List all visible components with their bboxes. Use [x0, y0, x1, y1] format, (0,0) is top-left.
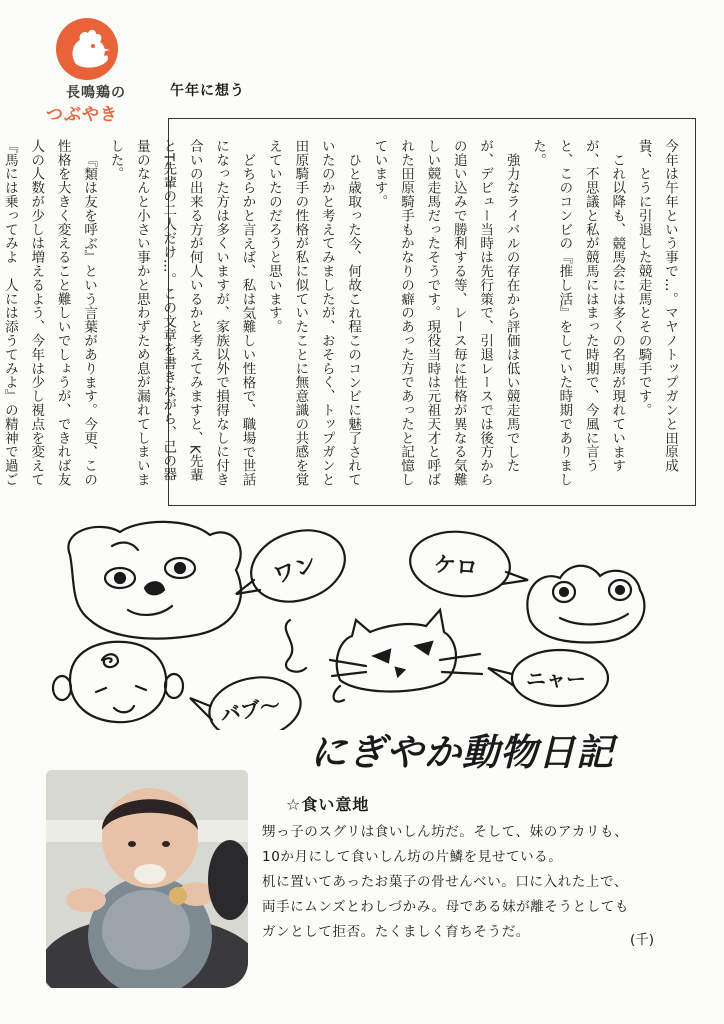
essay-text [0, 139, 683, 489]
cat-bubble-text: ニャー [526, 667, 586, 691]
frog-drawing-icon [527, 566, 644, 643]
baby-drawing-icon [53, 642, 183, 722]
column-name: 長鳴鶏の [66, 85, 126, 101]
column-subtitle: つぶやき [46, 105, 118, 125]
diary-body [262, 820, 682, 945]
essay-paragraph: 今年は午年という事で…。マヤノトップガンと田原成貴、とうに引退した競走馬とその騎手です。 [635, 139, 678, 473]
diary-line: 両手にムンズとわしづかみ。母である妹が離そうとしても [262, 899, 630, 915]
diary-signature: (千) [629, 932, 654, 948]
dog-drawing-icon [68, 522, 241, 639]
diary-line: 机に置いてあったお菓子の骨せんべい。口に入れた上で、 [262, 874, 628, 890]
frog-bubble-text: ケロ [432, 552, 479, 582]
diary-line: 甥っ子のスグリは食いしん坊だ。そして、妹のアカリも、 [262, 824, 629, 840]
dog-bubble-text: ワン [270, 551, 321, 590]
essay-paragraph: 『類は友を呼ぶ』という言葉があります。今更、この性格を大きく変えること難しいでしょうが、できれば友人の人数が少しは増えるよう、今年は少し視点を変えて『馬には乗ってみよ 人には添うてみよ』の精神で過ご [1, 139, 98, 487]
essay-paragraph: ひと歳取った今、何故これ程このコンビに魅了されていたのかと考えてみましたが、おそらく、トップガンと田原騎手の性格が私に似ていたことに無意識の共感を覚えていたのだろうと思います。 [265, 139, 362, 487]
animal-drawing [40, 510, 680, 730]
diary-subtitle: ☆食い意地 [286, 795, 370, 814]
baby-photo [46, 770, 248, 988]
cat-drawing-icon [330, 610, 482, 702]
diary-line: 10か月にして食いしん坊の片鱗を見せている。 [262, 849, 563, 865]
essay-box [1, 118, 696, 506]
diary-line: ガンとして拒否。たくましく育ちそうだ。 [262, 924, 530, 940]
essay-title: 午年に想う [170, 83, 245, 99]
diary-title: にぎやか動物日記 [310, 731, 614, 774]
essay-paragraph: これ以降も、競馬会には多くの名馬が現れていますが、不思議と私が競馬にはまった時期で、今風に言うと、このコンビの『推し活』をしていた時期でありました。 [529, 139, 626, 487]
baby-bubble-text: バブ〜 [218, 692, 282, 727]
rooster-logo-icon [56, 18, 118, 80]
essay-paragraph: どちらかと言えば、私は気難しい性格で、職場で世話になった方は多くいますが、家族以外で損得なしに付き合いの出来る方が何人いるかと考えてみますと、K先輩とT先輩の二人だけ…。この文章を書きながら、己の器量のなんと小さい事かと思わずため息が漏れてしまいました。 [107, 139, 256, 487]
essay-paragraph: 強力なライバルの存在から評価は低い競走馬でしたが、デビュー当時は先行策で、引退レースでは後方からの追い込みで勝利する等、レース毎に性格が異なる気難しい競走馬だったそうです。現役当時は元祖天才と呼ばれた田原騎手もかなりの癖のあった方であったと記憶しています。 [371, 139, 520, 487]
